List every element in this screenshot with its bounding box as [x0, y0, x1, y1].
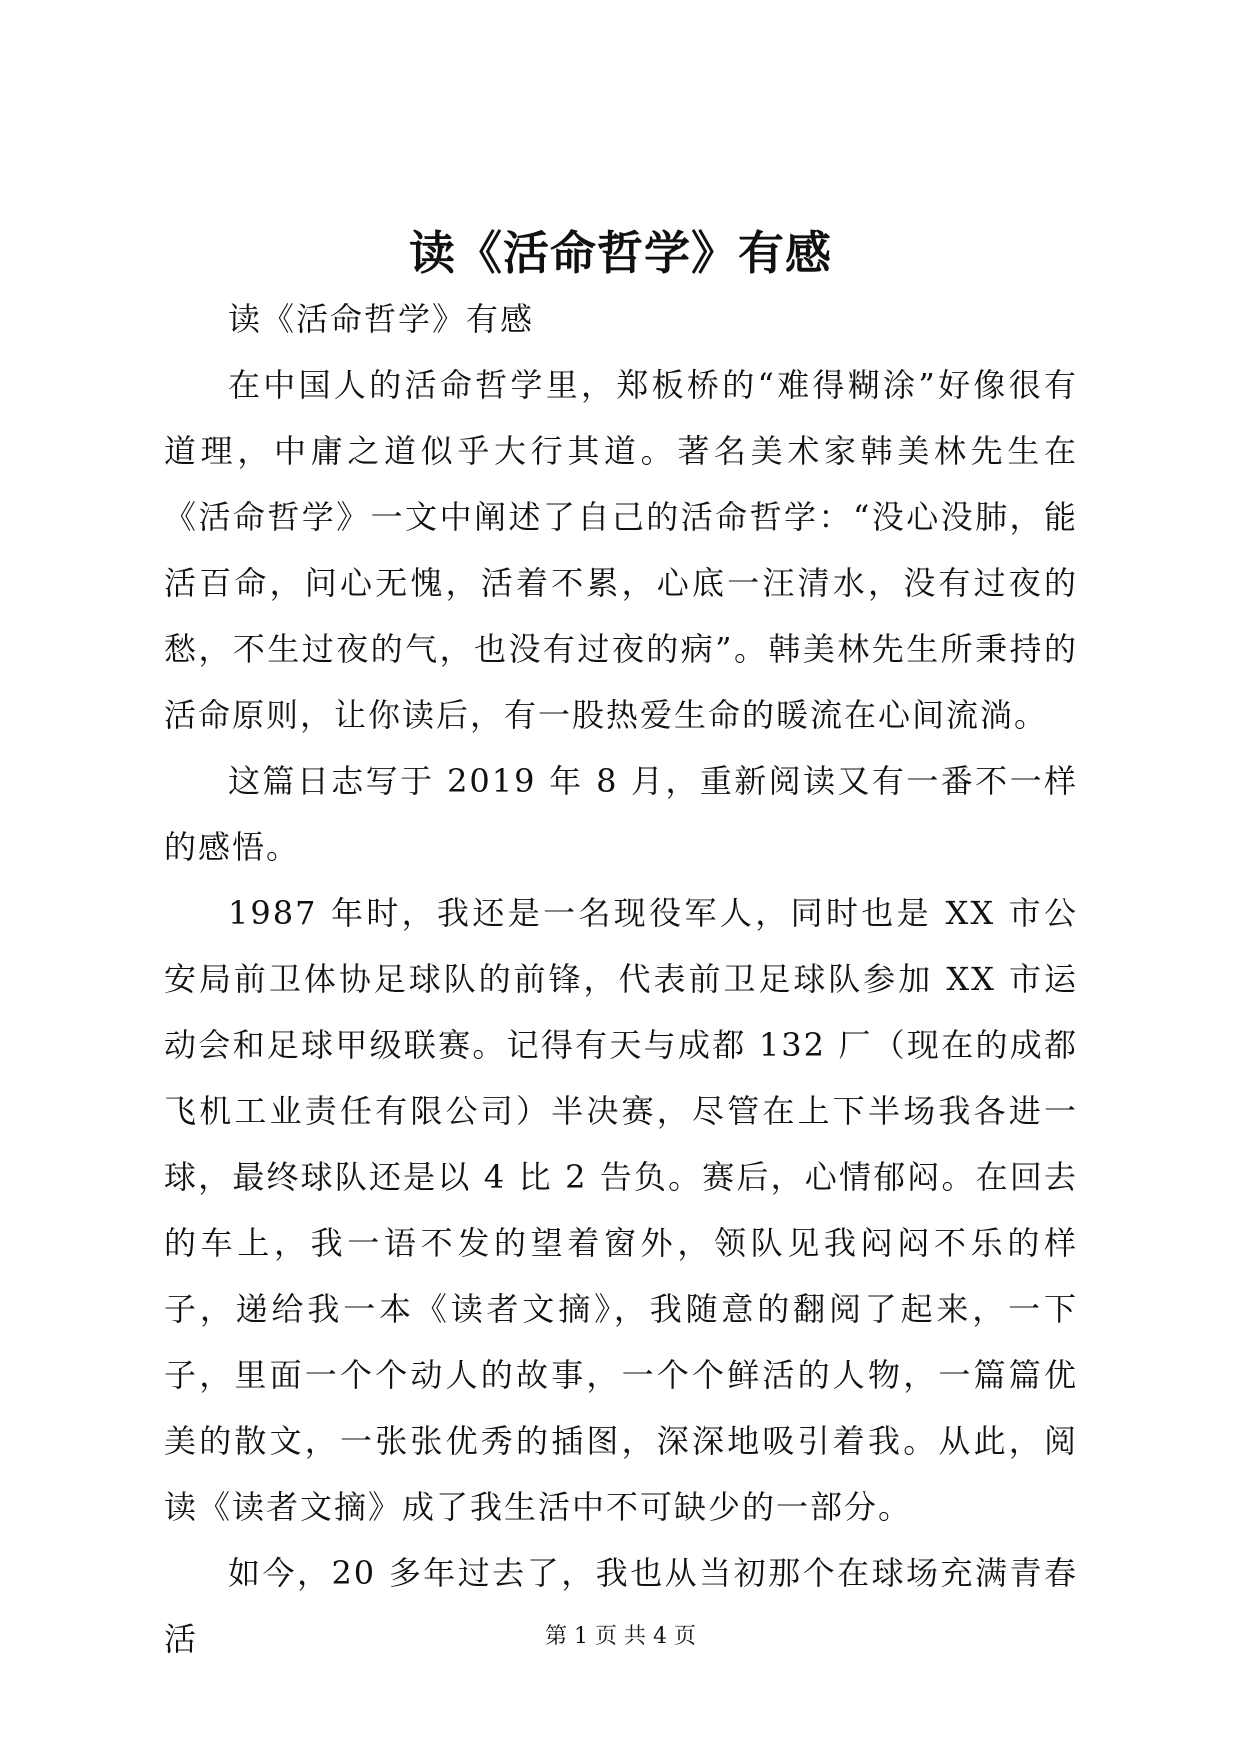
body-paragraph: 1987 年时，我还是一名现役军人，同时也是 XX 市公安局前卫体协足球队的前锋，代表前卫足球队参加 XX 市运动会和足球甲级联赛。记得有天与成都 132 厂（现在的成都飞机工业责任有限公司）半决赛，尽管在上下半场我各进一球，最终球队还是以 4 比 2 告负。赛后，心情郁闷。在回去的车上，我一语不发的望着窗外，领队见我闷闷不乐的样子，递给我一本《读者文摘》，我随意的翻阅了起来，一下子，里面一个个动人的故事，一个个鲜活的人物，一篇篇优美的散文，一张张优秀的插图，深深地吸引着我。从此，阅读《读者文摘》成了我生活中不可缺少的一部分。	[164, 894, 1078, 1526]
body-paragraph: 在中国人的活命哲学里，郑板桥的“难得糊涂”好像很有道理，中庸之道似乎大行其道。著名美术家韩美林先生在《活命哲学》一文中阐述了自己的活命哲学：“没心没肺，能活百命，问心无愧，活着不累，心底一汪清水，没有过夜的愁，不生过夜的气，也没有过夜的病”。韩美林先生所秉持的活命原则，让你读后，有一股热爱生命的暖流在心间流淌。	[164, 366, 1078, 734]
document-title: 读《活命哲学》有感	[409, 226, 832, 280]
document-body	[164, 286, 1078, 1672]
subtitle-paragraph: 读《活命哲学》有感	[228, 300, 535, 338]
page-number-footer: 第 1 页 共 4 页	[545, 1624, 696, 1649]
body-paragraph: 如今，20 多年过去了，我也从当初那个在球场充满青春活	[164, 1554, 1078, 1658]
body-paragraph: 这篇日志写于 2019 年 8 月，重新阅读又有一番不一样的感悟。	[164, 762, 1078, 866]
